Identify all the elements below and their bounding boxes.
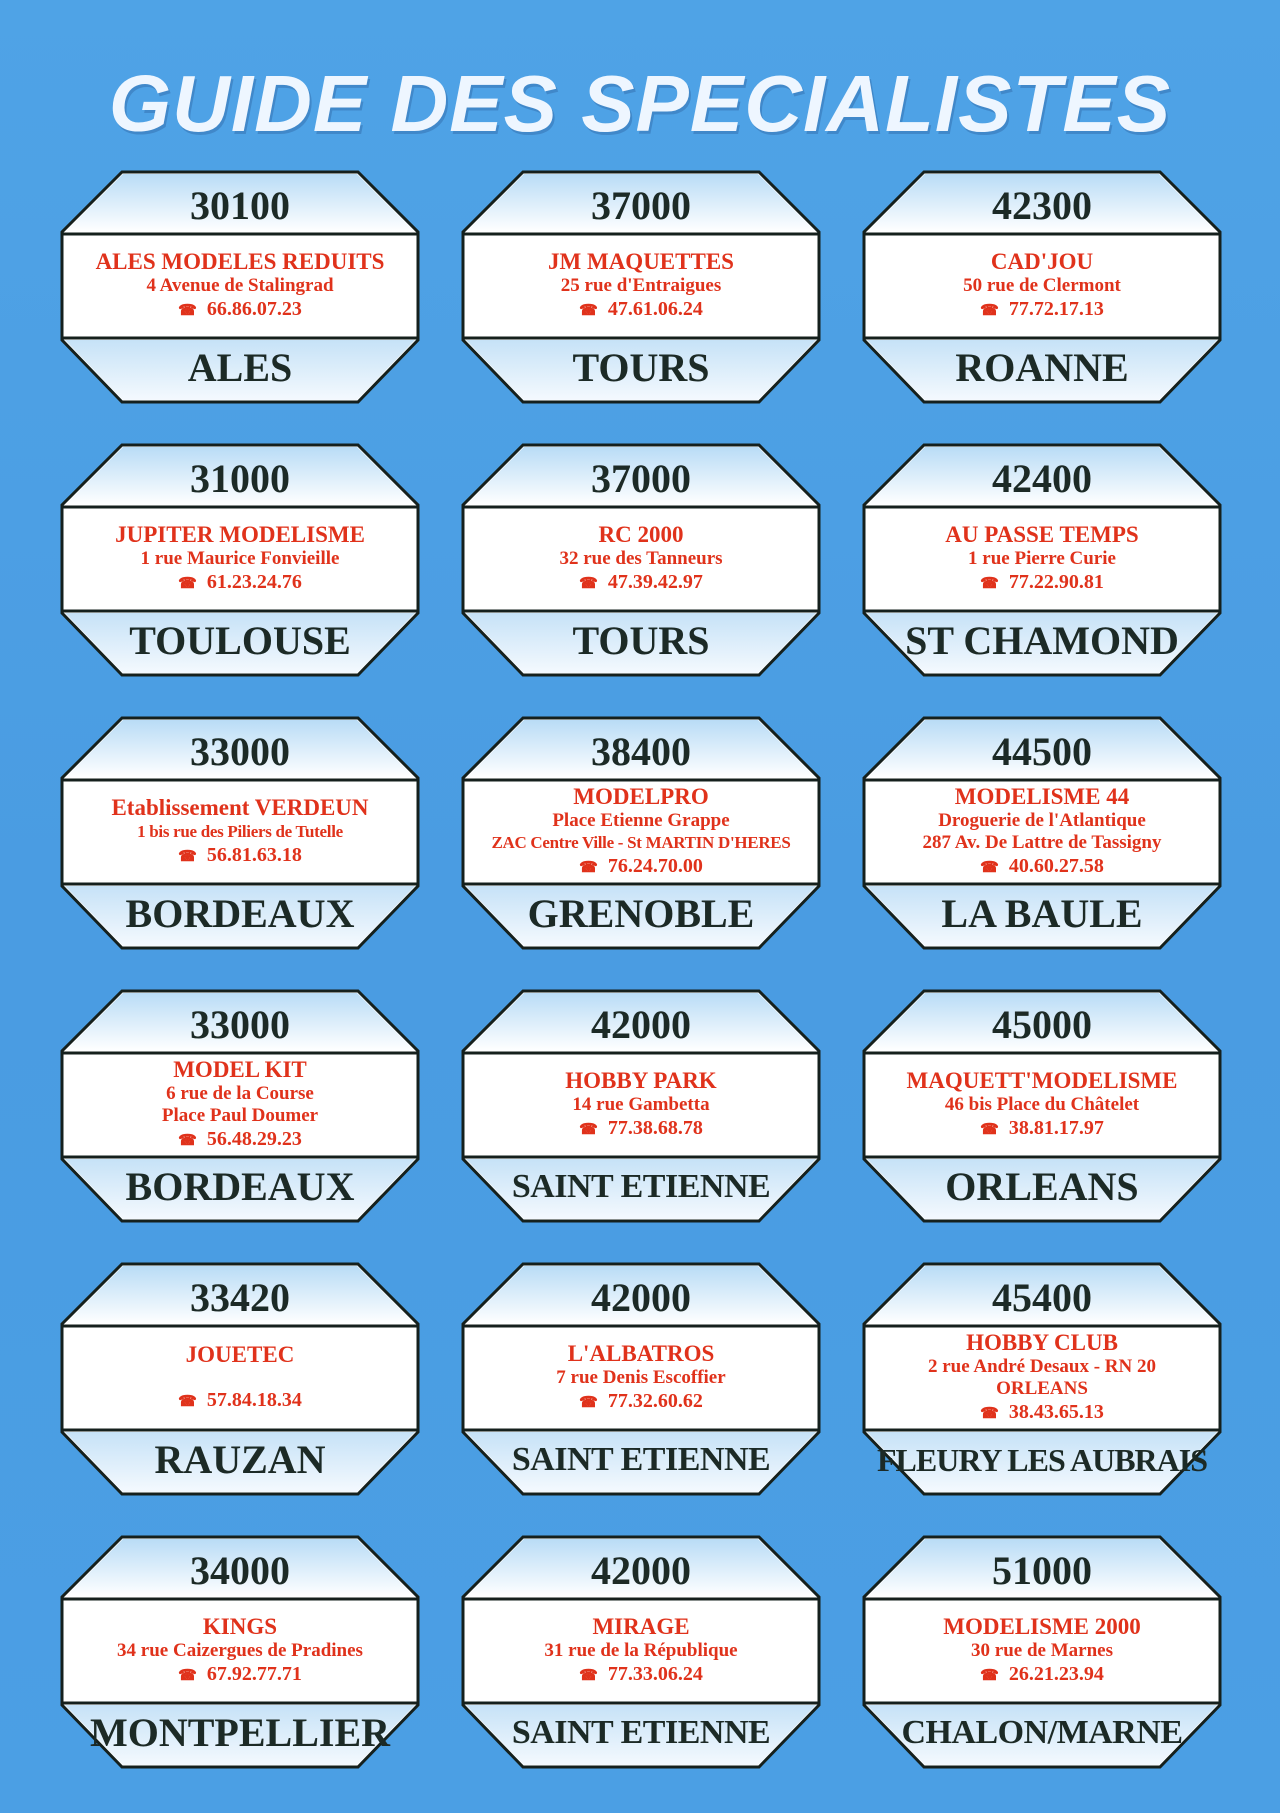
phone-value: 47.61.06.24 (607, 298, 703, 320)
telephone-icon: ☎ (980, 576, 999, 592)
city-name: TOURS (572, 618, 710, 663)
specialist-card (461, 1262, 821, 1497)
city-name: RAUZAN (154, 1437, 326, 1482)
city-name: ALES (187, 345, 293, 390)
specialist-card (461, 443, 821, 678)
telephone-icon: ☎ (178, 303, 197, 319)
shop-name: RC 2000 (598, 522, 684, 547)
address-lines (971, 1640, 1113, 1662)
shop-info (467, 782, 815, 882)
postal-code: 42000 (591, 1548, 691, 1593)
specialist-card (862, 170, 1222, 405)
shop-info (66, 509, 414, 609)
address-lines (928, 1356, 1156, 1400)
address-lines (572, 1094, 709, 1116)
address-lines (945, 1094, 1139, 1116)
shop-name: MODEL KIT (173, 1057, 307, 1082)
postal-code: 37000 (591, 456, 691, 501)
telephone-icon: ☎ (178, 576, 197, 592)
city-name: TOULOUSE (129, 618, 351, 663)
specialist-card (461, 1535, 821, 1770)
shop-info (66, 1055, 414, 1155)
postal-code: 42000 (591, 1002, 691, 1047)
address-line: 7 rue Denis Escoffier (556, 1367, 726, 1388)
phone-value: 67.92.77.71 (206, 1663, 302, 1685)
phone-number (178, 1127, 302, 1154)
postal-code: 42300 (992, 183, 1092, 228)
phone-number (178, 297, 302, 324)
postal-code: 33000 (190, 729, 290, 774)
address-line: ORLEANS (996, 1378, 1088, 1399)
phone-number (178, 1388, 302, 1415)
city-name: SAINT ETIENNE (511, 1714, 771, 1751)
phone-number (579, 1662, 703, 1689)
phone-value: 57.84.18.34 (206, 1389, 302, 1411)
phone-value: 26.21.23.94 (1008, 1663, 1104, 1685)
address-line: 46 bis Place du Châtelet (944, 1094, 1140, 1115)
telephone-icon: ☎ (178, 1394, 197, 1410)
address-lines (491, 810, 790, 854)
phone-value: 56.81.63.18 (206, 844, 302, 866)
telephone-icon: ☎ (579, 303, 598, 319)
city-name: SAINT ETIENNE (511, 1441, 771, 1478)
phone-value: 77.72.17.13 (1008, 298, 1104, 320)
address-lines (963, 275, 1121, 297)
page-title: GUIDE DES SPECIALISTES (108, 59, 1172, 148)
shop-info (66, 1328, 414, 1428)
phone-value: 38.43.65.13 (1008, 1401, 1104, 1423)
city-name: SAINT ETIENNE (511, 1168, 771, 1205)
address-lines (141, 548, 340, 570)
address-line: 14 rue Gambetta (572, 1094, 710, 1115)
telephone-icon: ☎ (579, 576, 598, 592)
city-name: CHALON/MARNE (901, 1714, 1183, 1751)
telephone-icon: ☎ (178, 1133, 197, 1149)
telephone-icon: ☎ (980, 303, 999, 319)
phone-number (178, 570, 302, 597)
address-line: Droguerie de l'Atlantique (938, 810, 1146, 831)
city-name: GRENOBLE (527, 891, 755, 936)
phone-value: 77.33.06.24 (607, 1663, 703, 1685)
shop-info (66, 782, 414, 882)
phone-number (980, 854, 1104, 881)
city-name: FLEURY LES AUBRAIS (877, 1442, 1207, 1478)
shop-info (66, 1601, 414, 1701)
shop-info (467, 1328, 815, 1428)
address-line: 31 rue de la République (544, 1640, 738, 1661)
shop-name: KINGS (202, 1614, 278, 1639)
shop-name: MAQUETT'MODELISME (906, 1068, 1178, 1093)
specialist-grid (60, 170, 1230, 1770)
shop-info (868, 1328, 1216, 1428)
phone-number (178, 1662, 302, 1689)
shop-name: JUPITER MODELISME (115, 522, 365, 547)
phone-value: 77.22.90.81 (1008, 571, 1104, 593)
specialist-card (60, 989, 420, 1224)
telephone-icon: ☎ (579, 1395, 598, 1411)
shop-name: MIRAGE (592, 1614, 690, 1639)
postal-code: 42400 (992, 456, 1092, 501)
shop-info (467, 1601, 815, 1701)
phone-number (579, 570, 703, 597)
specialist-card (461, 989, 821, 1224)
shop-name: HOBBY CLUB (966, 1330, 1118, 1355)
specialist-card (60, 716, 420, 951)
address-lines (556, 1367, 725, 1389)
shop-info (868, 1601, 1216, 1701)
address-lines (968, 548, 1116, 570)
address-lines (137, 821, 343, 843)
postal-code: 37000 (591, 183, 691, 228)
shop-info (467, 509, 815, 609)
phone-value: 56.48.29.23 (206, 1128, 302, 1150)
shop-name: HOBBY PARK (565, 1068, 717, 1093)
address-line: 34 rue Caizergues de Pradines (117, 1640, 363, 1661)
telephone-icon: ☎ (178, 849, 197, 865)
shop-info (868, 236, 1216, 336)
shop-name: CAD'JOU (990, 249, 1094, 274)
address-lines (559, 548, 722, 570)
address-line: ZAC Centre Ville - St MARTIN D'HERES (491, 833, 791, 852)
telephone-icon: ☎ (178, 1668, 197, 1684)
postal-code: 33000 (190, 1002, 290, 1047)
phone-value: 38.81.17.97 (1008, 1117, 1104, 1139)
shop-name: JM MAQUETTES (548, 249, 734, 274)
shop-name: MODELISME 44 (954, 784, 1130, 809)
telephone-icon: ☎ (579, 1668, 598, 1684)
city-name: ROANNE (955, 345, 1129, 390)
postal-code: 45000 (992, 1002, 1092, 1047)
city-name: MONTPELLIER (89, 1710, 391, 1755)
telephone-icon: ☎ (980, 1668, 999, 1684)
shop-name: MODELISME 2000 (943, 1614, 1141, 1639)
shop-info (868, 509, 1216, 609)
address-line: 30 rue de Marnes (971, 1640, 1113, 1661)
phone-number (980, 570, 1104, 597)
shop-name: JOUETEC (185, 1342, 295, 1367)
shop-name: ALES MODELES REDUITS (95, 249, 385, 274)
address-line: 4 Avenue de Stalingrad (146, 275, 334, 296)
address-line: 25 rue d'Entraigues (560, 275, 722, 296)
phone-number (579, 854, 703, 881)
address-line: Place Etienne Grappe (552, 810, 730, 831)
specialist-card (60, 443, 420, 678)
shop-name: L'ALBATROS (567, 1341, 715, 1366)
specialist-card (862, 1535, 1222, 1770)
city-name: BORDEAUX (125, 1164, 355, 1209)
specialist-card (461, 716, 821, 951)
address-line: Place Paul Doumer (161, 1105, 319, 1126)
address-lines (146, 275, 333, 297)
shop-info (868, 1055, 1216, 1155)
shop-name: MODELPRO (573, 784, 709, 809)
phone-value: 66.86.07.23 (206, 298, 302, 320)
phone-value: 61.23.24.76 (206, 571, 302, 593)
postal-code: 38400 (591, 729, 691, 774)
telephone-icon: ☎ (980, 860, 999, 876)
specialist-card (461, 170, 821, 405)
address-lines (923, 810, 1162, 854)
shop-info (467, 1055, 815, 1155)
postal-code: 34000 (190, 1548, 290, 1593)
city-name: LA BAULE (941, 891, 1143, 936)
phone-value: 77.32.60.62 (607, 1390, 703, 1412)
postal-code: 31000 (190, 456, 290, 501)
address-line: 2 rue André Desaux - RN 20 (928, 1356, 1156, 1377)
address-line: 1 bis rue des Piliers de Tutelle (137, 822, 343, 841)
specialist-card (862, 716, 1222, 951)
city-name: ORLEANS (945, 1164, 1139, 1209)
city-name: BORDEAUX (125, 891, 355, 936)
telephone-icon: ☎ (980, 1406, 999, 1422)
specialist-card (862, 443, 1222, 678)
city-name: TOURS (572, 345, 710, 390)
address-lines (561, 275, 721, 297)
address-line: 32 rue des Tanneurs (559, 548, 723, 569)
phone-value: 77.38.68.78 (607, 1117, 703, 1139)
address-lines (544, 1640, 737, 1662)
phone-value: 76.24.70.00 (607, 855, 703, 877)
phone-number (980, 1116, 1104, 1143)
address-line: 6 rue de la Course (166, 1083, 314, 1104)
telephone-icon: ☎ (980, 1122, 999, 1138)
address-lines (162, 1083, 318, 1127)
telephone-icon: ☎ (579, 860, 598, 876)
specialist-card (862, 1262, 1222, 1497)
shop-info (66, 236, 414, 336)
specialist-card (862, 989, 1222, 1224)
phone-value: 47.39.42.97 (607, 571, 703, 593)
postal-code: 42000 (591, 1275, 691, 1320)
address-line: 50 rue de Clermont (963, 275, 1121, 296)
address-line: 287 Av. De Lattre de Tassigny (922, 832, 1162, 853)
city-name: ST CHAMOND (905, 618, 1179, 663)
postal-code: 51000 (992, 1548, 1092, 1593)
specialist-card (60, 170, 420, 405)
shop-name: Etablissement VERDEUN (111, 795, 369, 820)
specialist-card (60, 1262, 420, 1497)
specialist-card (60, 1535, 420, 1770)
phone-number (980, 1662, 1104, 1689)
address-lines (117, 1640, 363, 1662)
phone-number (579, 297, 703, 324)
phone-number (579, 1116, 703, 1143)
postal-code: 45400 (992, 1275, 1092, 1320)
postal-code: 44500 (992, 729, 1092, 774)
address-line: 1 rue Maurice Fonvieille (140, 548, 340, 569)
phone-value: 40.60.27.58 (1008, 855, 1104, 877)
telephone-icon: ☎ (579, 1122, 598, 1138)
phone-number (980, 1400, 1104, 1427)
shop-info (868, 782, 1216, 882)
shop-info (467, 236, 815, 336)
phone-number (178, 843, 302, 870)
phone-number (980, 297, 1104, 324)
shop-name: AU PASSE TEMPS (945, 522, 1139, 547)
postal-code: 30100 (190, 183, 290, 228)
postal-code: 33420 (190, 1275, 290, 1320)
phone-number (579, 1389, 703, 1416)
address-line: 1 rue Pierre Curie (968, 548, 1116, 569)
